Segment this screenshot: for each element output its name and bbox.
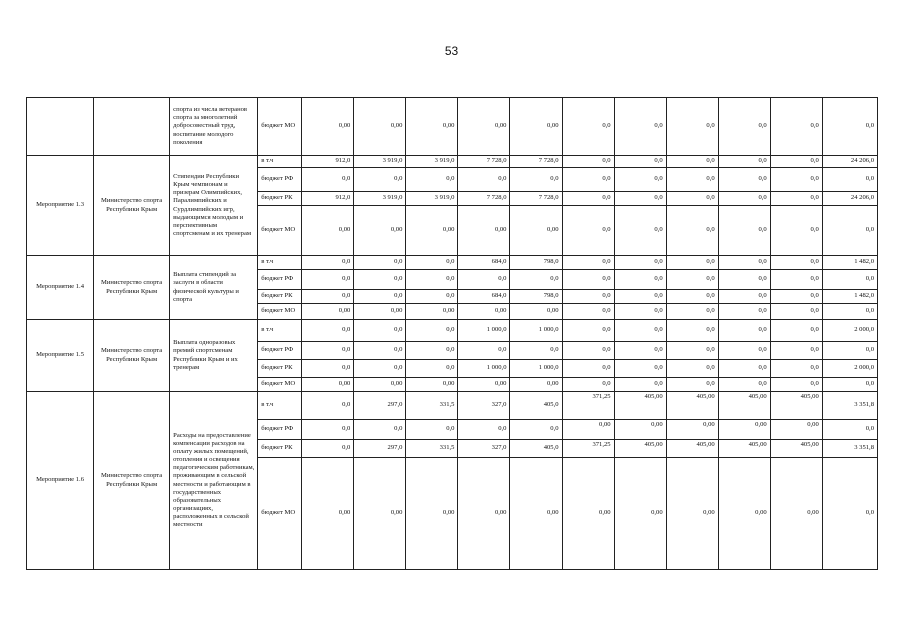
- table-row: [27, 392, 878, 420]
- value-cell: 0,0: [406, 320, 458, 342]
- value-cell: 0,0: [614, 320, 666, 342]
- value-cell: 0,0: [614, 206, 666, 256]
- value-cell: 0,0: [718, 360, 770, 378]
- value-cell: 0,0: [666, 320, 718, 342]
- table-row: [27, 320, 878, 342]
- value-cell: 0,00: [718, 420, 770, 440]
- value-cell: 331,5: [406, 440, 458, 458]
- value-cell: 371,25: [562, 440, 614, 458]
- value-cell: 0,0: [510, 420, 562, 440]
- value-cell: 0,0: [666, 270, 718, 290]
- value-cell: 0,00: [770, 458, 822, 570]
- value-cell: 1 482,0: [822, 290, 877, 304]
- value-cell: 0,0: [510, 342, 562, 360]
- budget-source: бюджет МО: [258, 458, 302, 570]
- value-cell: 371,25: [562, 392, 614, 420]
- value-cell: 0,0: [354, 420, 406, 440]
- value-cell: 0,0: [770, 256, 822, 270]
- org-cell: Министерство спорта Республики Крым: [94, 156, 170, 256]
- value-cell: 0,0: [770, 360, 822, 378]
- value-cell: 0,0: [406, 360, 458, 378]
- value-cell: 0,0: [666, 378, 718, 392]
- value-cell: 0,00: [510, 98, 562, 156]
- value-cell: 0,00: [562, 458, 614, 570]
- org-cell: Министерство спорта Республики Крым: [94, 392, 170, 570]
- value-cell: 0,0: [614, 98, 666, 156]
- value-cell: 0,0: [354, 360, 406, 378]
- org-cell: [94, 98, 170, 156]
- value-cell: 0,00: [562, 420, 614, 440]
- value-cell: 0,0: [770, 378, 822, 392]
- value-cell: 0,0: [770, 206, 822, 256]
- event-cell: Мероприятие 1.6: [27, 392, 94, 570]
- value-cell: 3 919,0: [406, 192, 458, 206]
- budget-source: бюджет РФ: [258, 270, 302, 290]
- value-cell: 0,00: [614, 458, 666, 570]
- budget-source: в т.ч: [258, 156, 302, 168]
- value-cell: 0,0: [822, 458, 877, 570]
- value-cell: 0,0: [770, 304, 822, 320]
- value-cell: 1 000,0: [458, 360, 510, 378]
- value-cell: 3 919,0: [354, 192, 406, 206]
- value-cell: 7 728,0: [510, 156, 562, 168]
- value-cell: 798,0: [510, 290, 562, 304]
- value-cell: 405,0: [510, 440, 562, 458]
- value-cell: 684,0: [458, 256, 510, 270]
- value-cell: 0,0: [302, 290, 354, 304]
- name-cell: Выплата одноразовых премий спортсменам Республики Крым и их тренерам: [170, 320, 258, 392]
- value-cell: 405,00: [770, 392, 822, 420]
- value-cell: 0,0: [822, 342, 877, 360]
- value-cell: 0,00: [406, 304, 458, 320]
- value-cell: 0,0: [666, 206, 718, 256]
- value-cell: 2 000,0: [822, 360, 877, 378]
- value-cell: 0,0: [822, 304, 877, 320]
- value-cell: 684,0: [458, 290, 510, 304]
- value-cell: 405,0: [510, 392, 562, 420]
- value-cell: 0,0: [666, 156, 718, 168]
- value-cell: 0,0: [510, 270, 562, 290]
- value-cell: 0,0: [770, 98, 822, 156]
- value-cell: 0,0: [562, 98, 614, 156]
- table-body: [27, 98, 878, 570]
- value-cell: 2 000,0: [822, 320, 877, 342]
- value-cell: 0,0: [510, 168, 562, 192]
- value-cell: 1 482,0: [822, 256, 877, 270]
- org-cell: Министерство спорта Республики Крым: [94, 320, 170, 392]
- value-cell: 0,0: [718, 270, 770, 290]
- value-cell: 0,00: [302, 206, 354, 256]
- budget-source: бюджет РК: [258, 290, 302, 304]
- value-cell: 0,00: [458, 458, 510, 570]
- value-cell: 0,0: [302, 342, 354, 360]
- value-cell: 0,00: [354, 378, 406, 392]
- value-cell: 0,0: [354, 342, 406, 360]
- value-cell: 0,00: [666, 420, 718, 440]
- value-cell: 3 351,8: [822, 392, 877, 420]
- value-cell: 7 728,0: [458, 156, 510, 168]
- value-cell: 912,0: [302, 192, 354, 206]
- name-cell: спорта из числа ветеранов спорта за многолетний добросовестный труд, воспитание молодого поколения: [170, 98, 258, 156]
- value-cell: 0,00: [354, 98, 406, 156]
- value-cell: 0,0: [666, 360, 718, 378]
- event-cell: Мероприятие 1.3: [27, 156, 94, 256]
- value-cell: 0,00: [510, 378, 562, 392]
- value-cell: 0,0: [718, 290, 770, 304]
- budget-source: в т.ч: [258, 256, 302, 270]
- value-cell: 0,0: [614, 192, 666, 206]
- value-cell: 0,0: [406, 342, 458, 360]
- value-cell: 0,0: [718, 168, 770, 192]
- value-cell: 0,0: [770, 168, 822, 192]
- value-cell: 0,0: [614, 378, 666, 392]
- value-cell: 0,0: [458, 420, 510, 440]
- value-cell: 0,0: [614, 156, 666, 168]
- value-cell: 0,0: [302, 320, 354, 342]
- value-cell: 0,00: [406, 458, 458, 570]
- value-cell: 0,0: [562, 304, 614, 320]
- value-cell: 0,0: [354, 270, 406, 290]
- budget-source: в т.ч: [258, 320, 302, 342]
- value-cell: 0,0: [666, 290, 718, 304]
- budget-source: в т.ч: [258, 392, 302, 420]
- value-cell: 0,00: [770, 420, 822, 440]
- event-cell: [27, 98, 94, 156]
- value-cell: 0,0: [718, 342, 770, 360]
- value-cell: 0,0: [302, 256, 354, 270]
- value-cell: 24 206,0: [822, 156, 877, 168]
- value-cell: 0,0: [354, 168, 406, 192]
- value-cell: 0,0: [354, 320, 406, 342]
- value-cell: 297,0: [354, 440, 406, 458]
- value-cell: 0,0: [666, 342, 718, 360]
- value-cell: 0,0: [666, 304, 718, 320]
- budget-source: бюджет МО: [258, 378, 302, 392]
- value-cell: 0,0: [302, 270, 354, 290]
- value-cell: 912,0: [302, 156, 354, 168]
- value-cell: 0,0: [822, 206, 877, 256]
- value-cell: 0,0: [302, 360, 354, 378]
- budget-source: бюджет РФ: [258, 168, 302, 192]
- table-row: [27, 98, 878, 156]
- value-cell: 327,0: [458, 440, 510, 458]
- value-cell: 0,00: [666, 458, 718, 570]
- value-cell: 0,0: [614, 304, 666, 320]
- value-cell: 0,00: [458, 378, 510, 392]
- value-cell: 0,0: [666, 168, 718, 192]
- table-row: [27, 156, 878, 168]
- budget-source: бюджет РК: [258, 192, 302, 206]
- value-cell: 0,0: [614, 270, 666, 290]
- value-cell: 0,0: [614, 168, 666, 192]
- budget-source: бюджет РФ: [258, 420, 302, 440]
- value-cell: 405,00: [666, 392, 718, 420]
- value-cell: 1 000,0: [510, 320, 562, 342]
- value-cell: 3 351,8: [822, 440, 877, 458]
- value-cell: 0,00: [406, 206, 458, 256]
- budget-source: бюджет МО: [258, 98, 302, 156]
- value-cell: 0,00: [406, 378, 458, 392]
- table-row: [27, 256, 878, 270]
- value-cell: 0,00: [510, 304, 562, 320]
- value-cell: 327,0: [458, 392, 510, 420]
- value-cell: 0,0: [302, 168, 354, 192]
- value-cell: 0,0: [666, 192, 718, 206]
- value-cell: 0,00: [510, 458, 562, 570]
- event-cell: Мероприятие 1.4: [27, 256, 94, 320]
- value-cell: 405,00: [718, 392, 770, 420]
- value-cell: 405,00: [770, 440, 822, 458]
- value-cell: 0,0: [354, 290, 406, 304]
- value-cell: 405,00: [614, 440, 666, 458]
- budget-table: [26, 97, 878, 570]
- value-cell: 0,0: [562, 156, 614, 168]
- value-cell: 0,0: [822, 270, 877, 290]
- value-cell: 0,0: [770, 290, 822, 304]
- value-cell: 0,0: [406, 270, 458, 290]
- value-cell: 0,0: [614, 342, 666, 360]
- value-cell: 0,0: [718, 98, 770, 156]
- value-cell: 7 728,0: [458, 192, 510, 206]
- value-cell: 0,0: [770, 192, 822, 206]
- value-cell: 0,0: [354, 256, 406, 270]
- value-cell: 0,0: [666, 98, 718, 156]
- value-cell: 0,0: [718, 378, 770, 392]
- value-cell: 0,0: [562, 206, 614, 256]
- value-cell: 0,00: [354, 458, 406, 570]
- value-cell: 0,00: [458, 206, 510, 256]
- value-cell: 0,00: [302, 378, 354, 392]
- budget-source: бюджет МО: [258, 206, 302, 256]
- value-cell: 0,0: [562, 342, 614, 360]
- value-cell: 7 728,0: [510, 192, 562, 206]
- value-cell: 405,00: [666, 440, 718, 458]
- budget-source: бюджет РК: [258, 360, 302, 378]
- value-cell: 0,0: [822, 98, 877, 156]
- value-cell: 0,00: [458, 98, 510, 156]
- value-cell: 0,0: [562, 360, 614, 378]
- budget-source: бюджет РК: [258, 440, 302, 458]
- value-cell: 0,0: [562, 270, 614, 290]
- value-cell: 0,00: [302, 98, 354, 156]
- event-cell: Мероприятие 1.5: [27, 320, 94, 392]
- name-cell: Расходы на предоставление компенсации расходов на оплату жилых помещений, отопления и освещения педагогическим работникам, проживающим в сельской местности и работающим в государственных образовательных организациях, расположенных в сельской местности: [170, 392, 258, 570]
- value-cell: 0,0: [770, 156, 822, 168]
- budget-source: бюджет РФ: [258, 342, 302, 360]
- value-cell: 0,0: [406, 168, 458, 192]
- value-cell: 0,0: [770, 342, 822, 360]
- value-cell: 0,0: [562, 290, 614, 304]
- value-cell: 0,0: [302, 392, 354, 420]
- value-cell: 0,00: [302, 458, 354, 570]
- page-number: 53: [444, 44, 459, 58]
- value-cell: 0,0: [822, 168, 877, 192]
- value-cell: 0,0: [458, 270, 510, 290]
- value-cell: 0,00: [614, 420, 666, 440]
- value-cell: 0,0: [718, 206, 770, 256]
- value-cell: 0,0: [718, 192, 770, 206]
- value-cell: 0,00: [406, 98, 458, 156]
- value-cell: 24 206,0: [822, 192, 877, 206]
- value-cell: 0,00: [354, 304, 406, 320]
- value-cell: 0,0: [562, 256, 614, 270]
- org-cell: Министерство спорта Республики Крым: [94, 256, 170, 320]
- value-cell: 0,00: [302, 304, 354, 320]
- value-cell: 0,0: [718, 320, 770, 342]
- value-cell: 0,0: [770, 320, 822, 342]
- value-cell: 0,0: [562, 378, 614, 392]
- value-cell: 0,0: [718, 304, 770, 320]
- value-cell: 0,00: [354, 206, 406, 256]
- value-cell: 0,00: [510, 206, 562, 256]
- value-cell: 0,0: [406, 256, 458, 270]
- value-cell: 1 000,0: [510, 360, 562, 378]
- value-cell: 0,0: [614, 360, 666, 378]
- value-cell: 0,0: [562, 168, 614, 192]
- budget-source: бюджет МО: [258, 304, 302, 320]
- value-cell: 0,0: [770, 270, 822, 290]
- value-cell: 405,00: [614, 392, 666, 420]
- value-cell: 297,0: [354, 392, 406, 420]
- name-cell: Выплата стипендий за заслуги в области физической культуры и спорта: [170, 256, 258, 320]
- name-cell: Стипендии Республики Крым чемпионам и призерам Олимпийских, Паралимпийских и Сурдлимпийских игр, выдающимся молодым и перспективным спортсменам и их тренерам: [170, 156, 258, 256]
- value-cell: 0,00: [718, 458, 770, 570]
- value-cell: 3 919,0: [354, 156, 406, 168]
- value-cell: 1 000,0: [458, 320, 510, 342]
- value-cell: 0,0: [406, 290, 458, 304]
- value-cell: 0,0: [718, 156, 770, 168]
- value-cell: 0,0: [302, 440, 354, 458]
- value-cell: 0,0: [458, 168, 510, 192]
- value-cell: 0,0: [718, 256, 770, 270]
- value-cell: 0,0: [302, 420, 354, 440]
- value-cell: 0,0: [406, 420, 458, 440]
- value-cell: 798,0: [510, 256, 562, 270]
- value-cell: 3 919,0: [406, 156, 458, 168]
- value-cell: 0,0: [562, 320, 614, 342]
- value-cell: 0,0: [614, 290, 666, 304]
- value-cell: 0,00: [458, 304, 510, 320]
- value-cell: 0,0: [666, 256, 718, 270]
- value-cell: 0,0: [458, 342, 510, 360]
- value-cell: 0,0: [822, 378, 877, 392]
- value-cell: 405,00: [718, 440, 770, 458]
- value-cell: 0,0: [562, 192, 614, 206]
- value-cell: 0,0: [822, 420, 877, 440]
- value-cell: 331,5: [406, 392, 458, 420]
- value-cell: 0,0: [614, 256, 666, 270]
